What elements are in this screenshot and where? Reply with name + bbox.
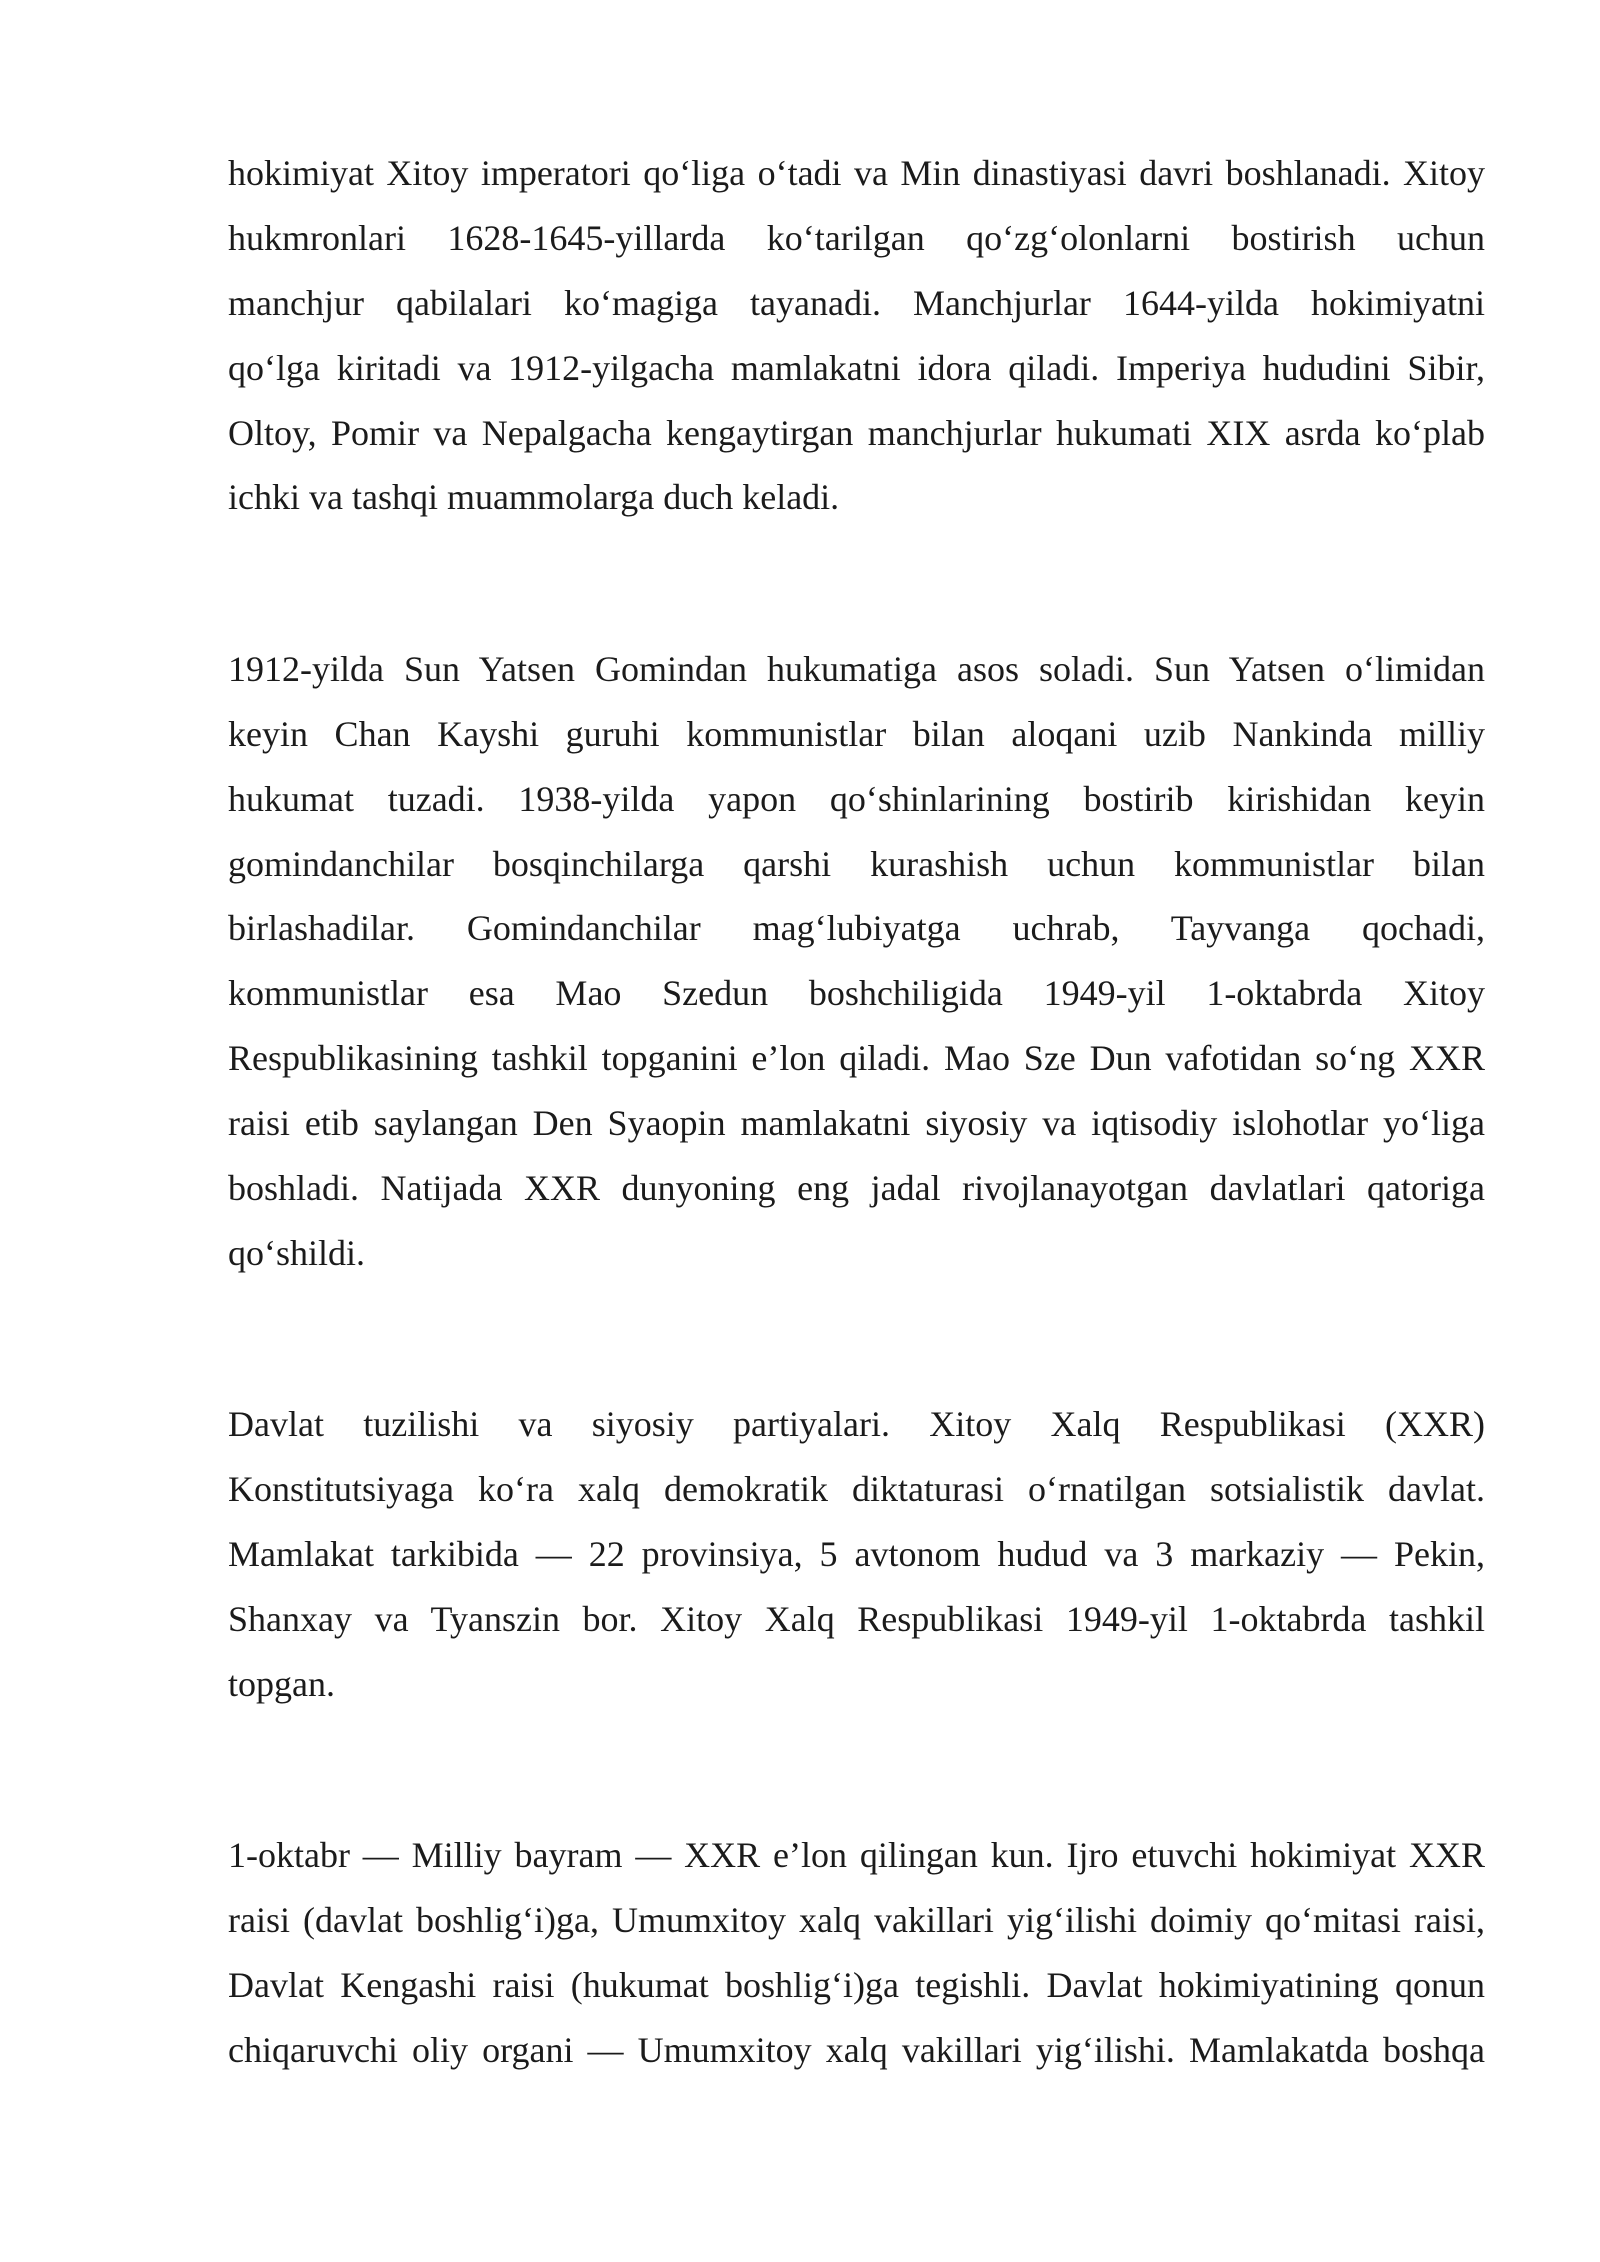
text-line: Davlat Kengashi raisi (hukumat boshlig‘i)ga tegishli. Davlat hokimiyatining qonun xyxy=(228,1964,1485,2005)
text-line: ichki va tashqi muammolarga duch keladi. xyxy=(228,477,840,518)
text-line: Davlat tuzilishi va siyosiy partiyalari. Xitoy Xalq Respublikasi (XXR) xyxy=(228,1404,1485,1445)
text-line: qo‘lga kiritadi va 1912-yilgacha mamlakatni idora qiladi. Imperiya hududini Sibir, xyxy=(228,347,1485,388)
text-line: raisi (davlat boshlig‘i)ga, Umumxitoy xalq vakillari yig‘ilishi doimiy qo‘mitasi raisi, xyxy=(228,1900,1485,1941)
text-line: boshladi. Natijada XXR dunyoning eng jadal rivojlanayotgan davlatlari qatoriga xyxy=(228,1167,1485,1208)
text-line: hokimiyat Xitoy imperatori qo‘liga o‘tadi va Min dinastiyasi davri boshlanadi. Xitoy xyxy=(228,153,1485,193)
text-line: Shanxay va Tyanszin bor. Xitoy Xalq Respublikasi 1949-yil 1-oktabrda tashkil xyxy=(228,1598,1485,1639)
text-line: keyin Chan Kayshi guruhi kommunistlar bilan aloqani uzib Nankinda milliy xyxy=(228,713,1485,754)
text-line: manchjur qabilalari ko‘magiga tayanadi. Manchjurlar 1644-yilda hokimiyatni xyxy=(228,282,1485,323)
text-line: 1912-yilda Sun Yatsen Gomindan hukumatiga asos soladi. Sun Yatsen o‘limidan xyxy=(228,648,1485,689)
text-line: Mamlakat tarkibida — 22 provinsiya, 5 avtonom hudud va 3 markaziy — Pekin, xyxy=(228,1534,1485,1575)
paragraph-national-holiday xyxy=(228,1823,1485,2083)
text-line: qo‘shildi. xyxy=(228,1232,366,1273)
text-line: gomindanchilar bosqinchilarga qarshi kurashish uchun kommunistlar bilan xyxy=(228,843,1485,884)
text-line: raisi etib saylangan Den Syaopin mamlakatni siyosiy va iqtisodiy islohotlar yo‘liga xyxy=(228,1103,1485,1144)
paragraph-qing-dynasty xyxy=(228,141,1485,530)
text-line: birlashadilar. Gomindanchilar mag‘lubiyatga uchrab, Tayvanga qochadi, xyxy=(228,908,1485,949)
text-line: Respublikasining tashkil topganini e’lon qiladi. Mao Sze Dun vafotidan so‘ng XXR xyxy=(228,1038,1485,1079)
text-line: Oltoy, Pomir va Nepalgacha kengaytirgan manchjurlar hukumati XIX asrda ko‘plab xyxy=(228,412,1485,453)
text-line: Konstitutsiyaga ko‘ra xalq demokratik diktaturasi o‘rnatilgan sotsialistik davlat. xyxy=(228,1469,1485,1510)
text-line: chiqaruvchi oliy organi — Umumxitoy xalq vakillari yig‘ilishi. Mamlakatda boshqa xyxy=(228,2029,1485,2070)
paragraph-republic-history xyxy=(228,637,1485,1286)
text-line: topgan. xyxy=(228,1663,335,1704)
paragraph-state-structure xyxy=(228,1392,1485,1716)
text-line: kommunistlar esa Mao Szedun boshchiligida 1949-yil 1-oktabrda Xitoy xyxy=(228,973,1485,1014)
text-line: hukmronlari 1628-1645-yillarda ko‘tarilgan qo‘zg‘olonlarni bostirish uchun xyxy=(228,217,1485,258)
text-line: 1-oktabr — Milliy bayram — XXR e’lon qilingan kun. Ijro etuvchi hokimiyat XXR xyxy=(228,1835,1485,1876)
text-line: hukumat tuzadi. 1938-yilda yapon qo‘shinlarining bostirib kirishidan keyin xyxy=(228,778,1485,819)
